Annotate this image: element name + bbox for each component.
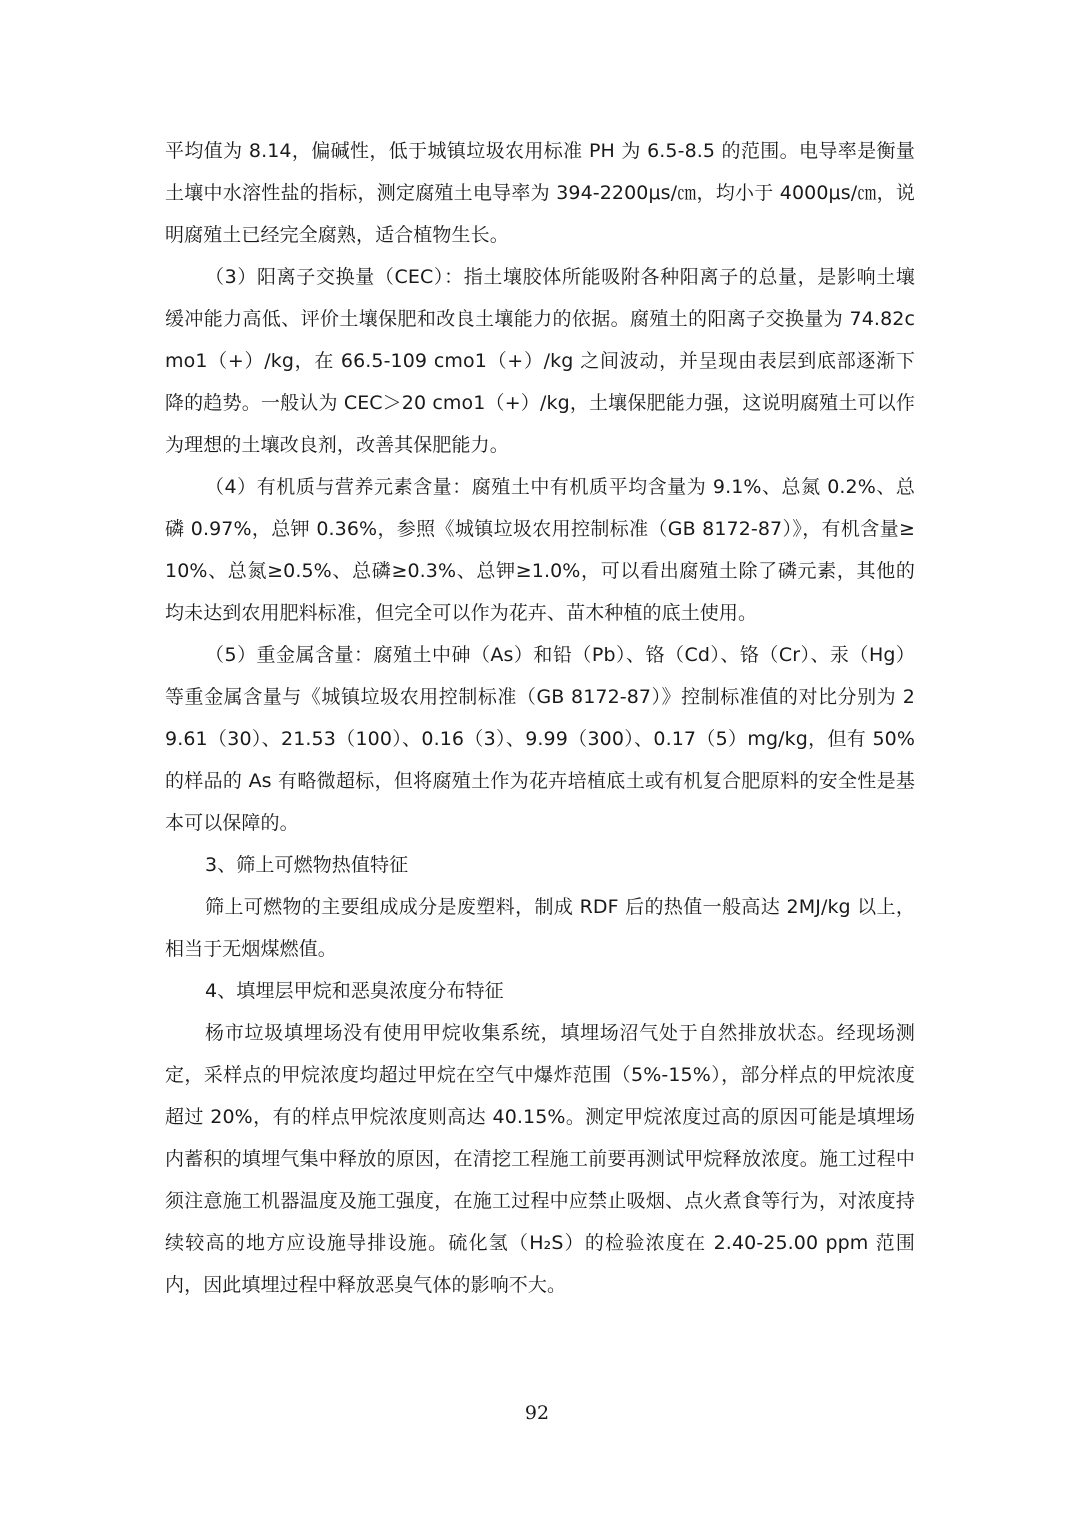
paragraph-combustibles: 筛上可燃物的主要组成成分是废塑料，制成 RDF 后的热值一般高达 2MJ/kg 以上，相当于无烟煤燃值。 [165, 896, 915, 960]
paragraph-ph-conductivity: 平均值为 8.14，偏碱性，低于城镇垃圾农用标准 PH 为 6.5-8.5 的范围。电导率是衡量土壤中水溶性盐的指标，测定腐殖土电导率为 394-2200μs/㎝，均小于 4000μs/㎝，说明腐殖土已经完全腐熟，适合植物生长。 [165, 140, 915, 246]
paragraph-organic-matter: （4）有机质与营养元素含量：腐殖土中有机质平均含量为 9.1%、总氮 0.2%、总磷 0.97%，总钾 0.36%，参照《城镇垃圾农用控制标准（GB 8172-87）》，有机含量≥10%、总氮≥0.5%、总磷≥0.3%、总钾≥1.0%，可以看出腐殖土除了磷元素，其他的均未达到农用肥料标准，但完全可以作为花卉、苗木种植的底土使用。 [165, 476, 915, 624]
body-text [165, 130, 915, 1306]
paragraph-cec: （3）阳离子交换量（CEC）：指土壤胶体所能吸附各种阳离子的总量，是影响土壤缓冲能力高低、评价土壤保肥和改良土壤能力的依据。腐殖土的阳离子交换量为 74.82cmo1（+）/kg，在 66.5-109 cmo1（+）/kg 之间波动，并呈现由表层到底部逐渐下降的趋势。一般认为 CEC＞20 cmo1（+）/kg，土壤保肥能力强，这说明腐殖土可以作为理想的土壤改良剂，改善其保肥能力。 [165, 266, 915, 456]
page-number: 92 [524, 1402, 550, 1424]
paragraph-heavy-metals: （5）重金属含量：腐殖土中砷（As）和铅（Pb）、铬（Cd）、铬（Cr）、汞（Hg）等重金属含量与《城镇垃圾农用控制标准（GB 8172-87）》控制标准值的对比分别为 29.61（30）、21.53（100）、0.16（3）、9.99（300）、0.17（5）mg/kg，但有 50%的样品的 As 有略微超标，但将腐殖土作为花卉培植底土或有机复合肥原料的安全性是基本可以保障的。 [165, 644, 915, 834]
section-heading-3: 3、筛上可燃物热值特征 [205, 854, 409, 876]
section-heading-4: 4、填埋层甲烷和恶臭浓度分布特征 [205, 980, 504, 1002]
paragraph-methane: 杨市垃圾填埋场没有使用甲烷收集系统，填埋场沼气处于自然排放状态。经现场测定，采样点的甲烷浓度均超过甲烷在空气中爆炸范围（5%-15%），部分样点的甲烷浓度超过 20%，有的样点甲烷浓度则高达 40.15%。测定甲烷浓度过高的原因可能是填埋场内蓄积的填埋气集中释放的原因，在清挖工程施工前要再测试甲烷释放浓度。施工过程中须注意施工机器温度及施工强度，在施工过程中应禁止吸烟、点火煮食等行为，对浓度持续较高的地方应设施导排设施。硫化氢（H₂S）的检验浓度在 2.40-25.00 ppm 范围内，因此填埋过程中释放恶臭气体的影响不大。 [165, 1022, 915, 1296]
